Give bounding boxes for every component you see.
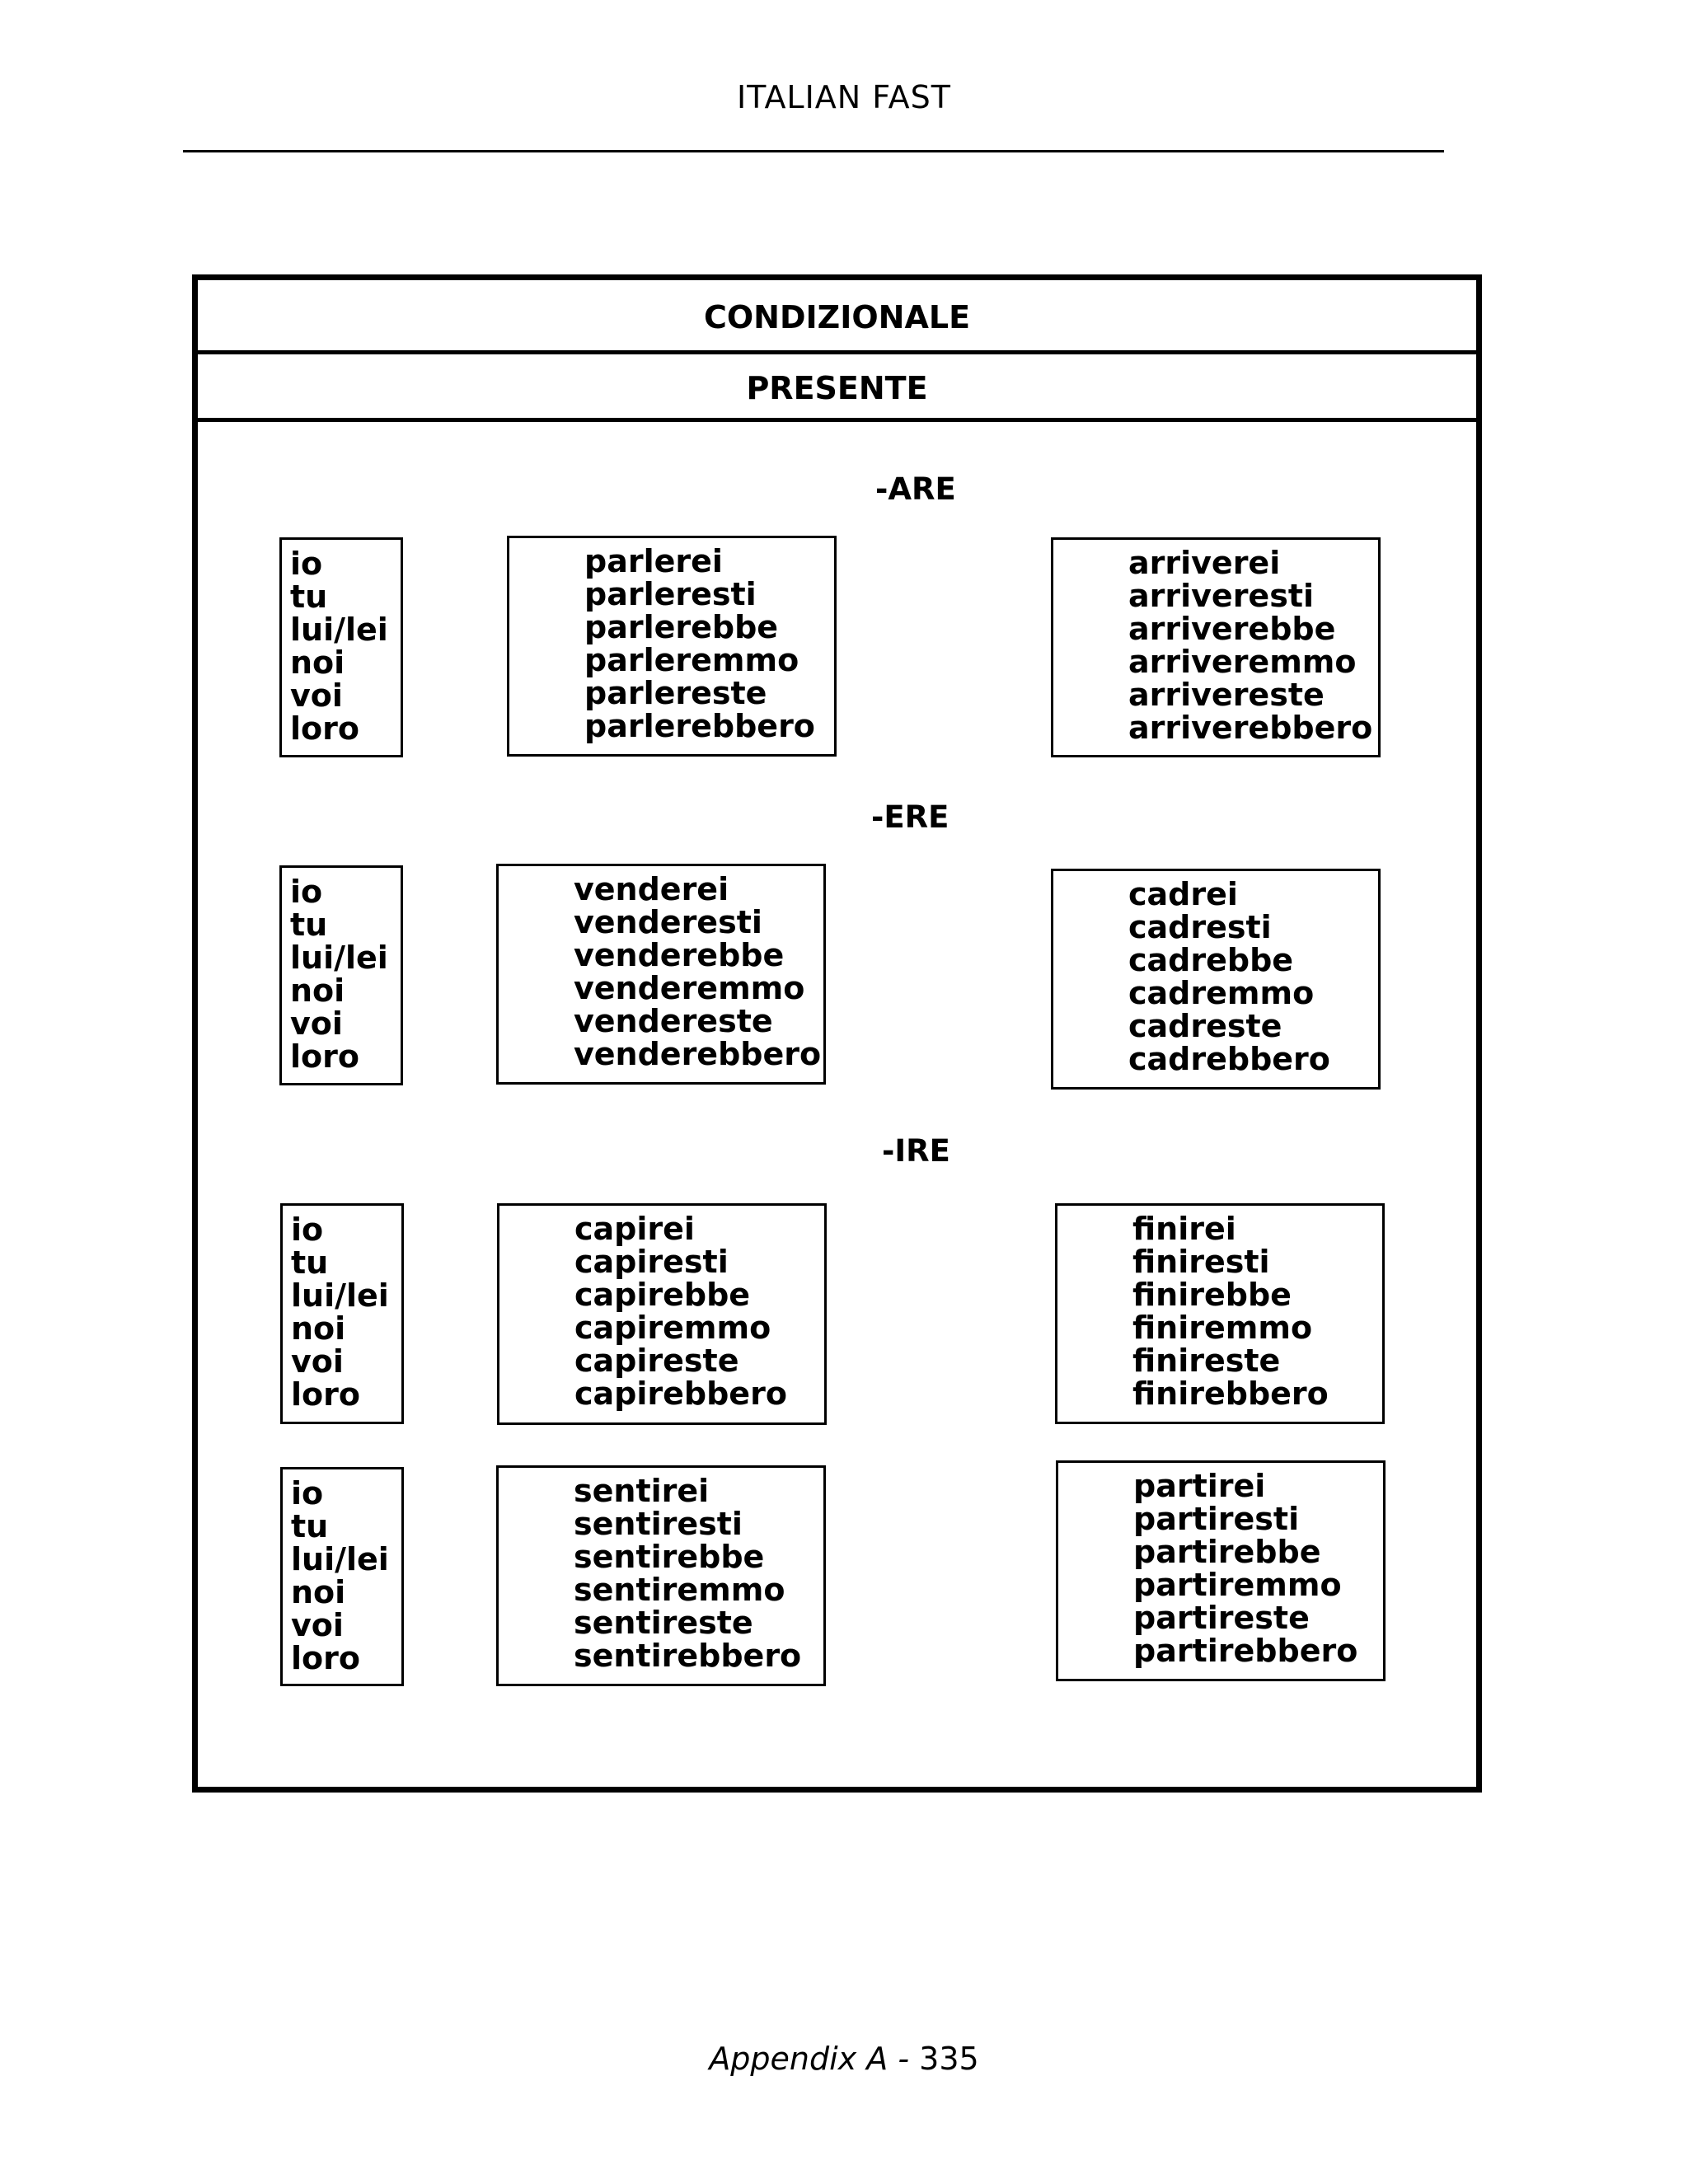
- verb-form: sentirei: [574, 1473, 710, 1509]
- page-footer: [0, 2041, 1688, 2077]
- verb-form: finirebbero: [1132, 1376, 1329, 1412]
- verb-form: venderebbero: [574, 1036, 822, 1072]
- verb-box-parlare: [507, 536, 837, 757]
- verb-form: parlerebbe: [584, 609, 779, 645]
- pronoun: noi: [290, 972, 345, 1009]
- verb-box-arrivare: [1051, 537, 1381, 757]
- verb-form: capireste: [574, 1343, 739, 1379]
- verb-form: finiresti: [1132, 1244, 1270, 1280]
- verb-form: parlerei: [584, 543, 723, 579]
- verb-form: vendereste: [574, 1003, 773, 1039]
- pronoun: tu: [291, 1244, 329, 1281]
- verb-form: cadremmo: [1128, 975, 1315, 1011]
- verb-form: venderemmo: [574, 970, 805, 1006]
- verb-form: sentiremmo: [574, 1572, 785, 1608]
- pronoun: io: [291, 1475, 324, 1511]
- verb-box-vendere: [496, 864, 826, 1085]
- verb-form: arriverei: [1128, 545, 1281, 581]
- verb-form: arrivereste: [1128, 677, 1325, 713]
- verb-form: partiremmo: [1133, 1567, 1342, 1603]
- verb-form: capiremmo: [574, 1310, 771, 1346]
- pronoun-box: [279, 865, 403, 1085]
- verb-form: finirei: [1132, 1211, 1236, 1247]
- verb-form: sentireste: [574, 1605, 753, 1641]
- page-number: 335: [919, 2041, 979, 2077]
- pronoun: io: [290, 546, 323, 582]
- pronoun: loro: [291, 1640, 360, 1676]
- pronoun: noi: [291, 1574, 346, 1610]
- pronoun: io: [290, 874, 323, 910]
- verb-form: partireste: [1133, 1600, 1310, 1636]
- verb-form: sentiresti: [574, 1506, 743, 1542]
- verb-form: capirei: [574, 1211, 695, 1247]
- footer-separator: -: [888, 2041, 920, 2077]
- header-rule: [183, 150, 1444, 152]
- verb-form: parlerebbero: [584, 708, 815, 744]
- pronoun: loro: [290, 710, 359, 747]
- pronoun-box: [280, 1203, 404, 1424]
- verb-form: venderesti: [574, 904, 762, 940]
- pronoun: tu: [290, 907, 328, 943]
- verb-form: arriveresti: [1128, 578, 1315, 614]
- pronoun: voi: [290, 677, 343, 714]
- verb-form: capirebbero: [574, 1376, 787, 1412]
- pronoun: loro: [291, 1376, 360, 1413]
- pronoun-box: [279, 537, 403, 757]
- verb-form: parleresti: [584, 576, 757, 612]
- verb-form: cadrebbe: [1128, 942, 1294, 978]
- pronoun: lui/lei: [291, 1541, 389, 1577]
- verb-form: capiresti: [574, 1244, 729, 1280]
- verb-box-partire: [1056, 1460, 1386, 1681]
- pronoun: lui/lei: [290, 940, 388, 976]
- conjugation-table: [192, 274, 1482, 1793]
- mood-heading: CONDIZIONALE: [198, 280, 1476, 354]
- verb-form: venderebbe: [574, 937, 785, 973]
- verb-form: partiresti: [1133, 1501, 1300, 1537]
- verb-form: cadrebbero: [1128, 1041, 1330, 1077]
- verb-form: finiremmo: [1132, 1310, 1313, 1346]
- pronoun: noi: [291, 1310, 346, 1347]
- verb-form: finirebbe: [1132, 1277, 1292, 1313]
- verb-form: parleremmo: [584, 642, 799, 678]
- group-heading-ire: -IRE: [882, 1133, 950, 1169]
- pronoun: tu: [291, 1508, 329, 1544]
- verb-form: arriveremmo: [1128, 644, 1357, 680]
- pronoun: voi: [290, 1005, 343, 1042]
- verb-form: arriverebbero: [1128, 710, 1373, 746]
- verb-form: cadrei: [1128, 876, 1238, 912]
- verb-form: sentirebbero: [574, 1638, 802, 1674]
- pronoun: tu: [290, 579, 328, 615]
- verb-box-finire: [1055, 1203, 1385, 1424]
- verb-form: finireste: [1132, 1343, 1281, 1379]
- verb-form: cadresti: [1128, 909, 1272, 945]
- verb-form: capirebbe: [574, 1277, 751, 1313]
- verb-box-cadere: [1051, 869, 1381, 1090]
- pronoun: loro: [290, 1038, 359, 1075]
- running-title: ITALIAN FAST: [736, 79, 952, 115]
- verb-form: cadreste: [1128, 1008, 1282, 1044]
- pronoun-box: [280, 1467, 404, 1686]
- group-heading-are: -ARE: [875, 471, 956, 507]
- verb-form: parlereste: [584, 675, 767, 711]
- verb-form: partirei: [1133, 1468, 1266, 1504]
- pronoun: io: [291, 1212, 324, 1248]
- appendix-label: Appendix A: [709, 2041, 889, 2077]
- pronoun: voi: [291, 1607, 344, 1643]
- tense-heading: PRESENTE: [198, 354, 1476, 422]
- verb-form: venderei: [574, 871, 729, 907]
- pronoun: lui/lei: [291, 1277, 389, 1314]
- verb-form: partirebbe: [1133, 1534, 1321, 1570]
- verb-box-capire: [497, 1203, 827, 1425]
- group-heading-ere: -ERE: [871, 799, 950, 835]
- pronoun: voi: [291, 1343, 344, 1380]
- pronoun: lui/lei: [290, 612, 388, 648]
- verb-form: sentirebbe: [574, 1539, 765, 1575]
- pronoun: noi: [290, 644, 345, 681]
- verb-form: partirebbero: [1133, 1633, 1358, 1669]
- verb-box-sentire: [496, 1465, 826, 1686]
- verb-form: arriverebbe: [1128, 611, 1336, 647]
